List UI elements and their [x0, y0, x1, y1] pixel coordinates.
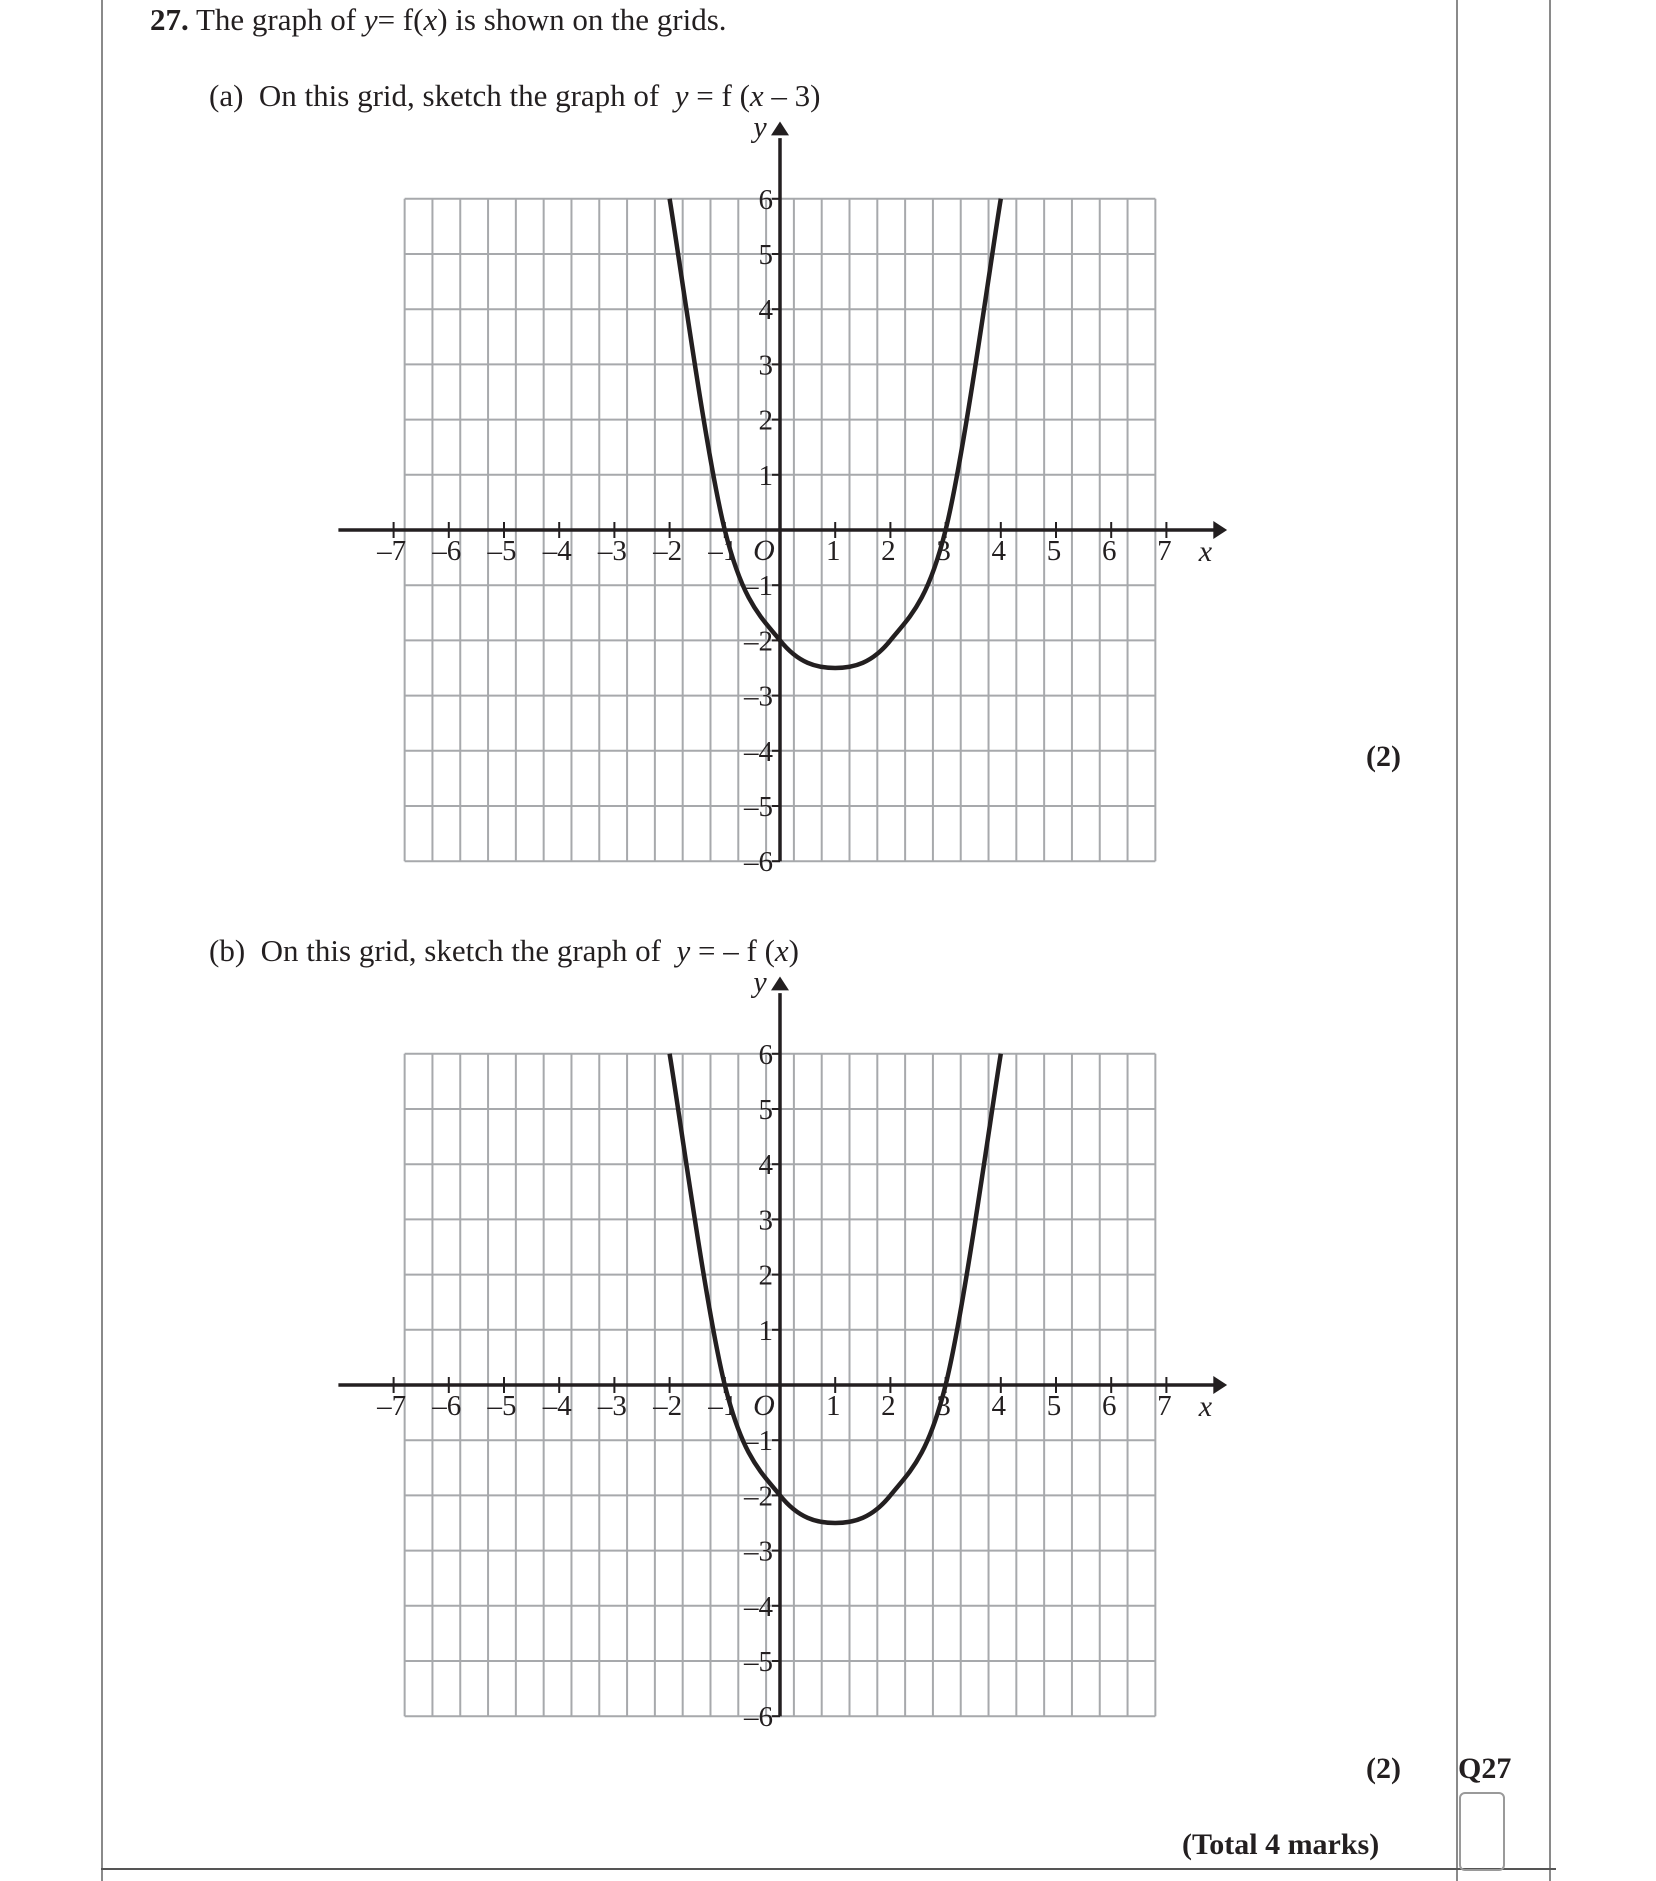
question-intro-x: x [423, 2, 438, 37]
graph-a-svg[interactable] [0, 110, 1656, 890]
y-tick-label: –3 [744, 680, 773, 713]
x-tick-label: 7 [1157, 1390, 1172, 1422]
x-axis-label: x [1198, 1390, 1213, 1423]
y-tick-label: 6 [758, 183, 773, 216]
x-tick-label: 3 [936, 1390, 951, 1422]
expr-b: ) [788, 933, 799, 968]
part-b-instruction [209, 933, 799, 969]
x-tick-label: 1 [825, 535, 841, 567]
page-frame-bottom [101, 1868, 1556, 1870]
graph-grid-a[interactable] [0, 110, 1656, 890]
x-tick-label: –7 [377, 535, 407, 567]
x-tick-label: 2 [881, 1390, 896, 1422]
y-tick-label: 3 [758, 349, 773, 382]
x-tick-label: –4 [542, 535, 572, 567]
x-tick-label: –6 [432, 1390, 462, 1422]
part-instruction: On this grid, sketch the graph of [258, 78, 660, 113]
x-tick-label: –1 [708, 1390, 738, 1422]
x-tick-label: 2 [881, 535, 896, 567]
question-intro-eq: = f( [377, 2, 424, 37]
x-tick-label: 5 [1046, 1390, 1062, 1422]
y-tick-label: –2 [744, 625, 773, 658]
y-tick-label: 1 [758, 1314, 773, 1347]
part-a-instruction [209, 78, 821, 114]
y-tick-label: 2 [758, 1259, 773, 1292]
x-axis-arrow [1213, 521, 1227, 539]
y-tick-label: –6 [744, 1701, 773, 1734]
y-axis-label: y [753, 965, 767, 999]
y-axis-arrow [771, 977, 789, 991]
expr-var: y [674, 78, 689, 113]
x-tick-label: 3 [936, 535, 951, 567]
x-tick-label: 6 [1101, 535, 1117, 567]
y-tick-label: 1 [758, 459, 773, 492]
expr-x: x [749, 78, 764, 113]
origin-label: O [753, 534, 775, 567]
question-heading [150, 2, 727, 38]
question-intro-var: y [363, 2, 378, 37]
y-tick-label: 4 [758, 294, 773, 327]
part-instruction: On this grid, sketch the graph of [260, 933, 661, 968]
y-axis-arrow [771, 122, 789, 136]
expr-var: y [676, 933, 691, 968]
y-tick-label: –4 [744, 735, 773, 768]
y-axis-label: y [753, 110, 767, 144]
x-tick-label: –6 [432, 535, 462, 567]
x-tick-label: –5 [487, 535, 517, 567]
function-curve [670, 1054, 1001, 1523]
x-tick-label: –3 [597, 535, 627, 567]
y-tick-label: –1 [744, 1425, 773, 1458]
x-tick-label: 4 [991, 535, 1007, 567]
answer-box[interactable] [1459, 1792, 1505, 1871]
x-tick-label: –5 [487, 1390, 517, 1422]
y-tick-label: 2 [758, 404, 773, 437]
expr-a: = – f ( [698, 933, 775, 968]
x-axis-arrow [1213, 1376, 1227, 1394]
y-tick-label: –1 [744, 570, 773, 603]
question-label: Q27 [1458, 1752, 1512, 1785]
part-a-marks: (2) [1366, 740, 1401, 773]
y-tick-label: –4 [744, 1590, 773, 1623]
question-intro-rest: ) is shown on the grids. [437, 2, 727, 37]
x-tick-label: 7 [1157, 535, 1172, 567]
part-b-marks: (2) [1366, 1752, 1401, 1785]
x-axis-label: x [1198, 535, 1213, 568]
question-intro-text: The graph of [195, 2, 357, 37]
x-tick-label: 5 [1046, 535, 1062, 567]
x-tick-label: –7 [377, 1390, 407, 1422]
x-tick-label: 4 [991, 1390, 1007, 1422]
expr-a: = f ( [696, 78, 750, 113]
y-tick-label: 5 [758, 1094, 773, 1126]
x-tick-label: 6 [1101, 1390, 1117, 1422]
y-tick-label: 4 [758, 1149, 773, 1182]
x-tick-label: –2 [653, 1390, 683, 1422]
y-tick-label: 3 [758, 1204, 773, 1237]
x-tick-label: –4 [542, 1390, 572, 1422]
x-tick-label: –2 [653, 535, 683, 567]
function-curve [670, 199, 1001, 668]
expr-b: – 3) [771, 78, 821, 113]
origin-label: O [753, 1389, 775, 1422]
y-tick-label: 6 [758, 1038, 773, 1071]
graph-grid-b[interactable] [0, 965, 1656, 1745]
graph-b-svg[interactable] [0, 965, 1656, 1745]
y-tick-label: –2 [744, 1480, 773, 1513]
x-tick-label: –3 [597, 1390, 627, 1422]
question-number: 27. [150, 2, 189, 37]
x-tick-label: 1 [825, 1390, 841, 1422]
y-tick-label: –6 [744, 846, 773, 879]
y-tick-label: –5 [744, 1646, 773, 1678]
expr-x: x [774, 933, 789, 968]
y-tick-label: 5 [758, 239, 773, 271]
part-label: (a) [209, 78, 244, 113]
part-label: (b) [209, 933, 246, 968]
y-tick-label: –3 [744, 1535, 773, 1568]
y-tick-label: –5 [744, 791, 773, 823]
x-tick-label: –1 [708, 535, 738, 567]
total-marks: (Total 4 marks) [1182, 1828, 1380, 1861]
